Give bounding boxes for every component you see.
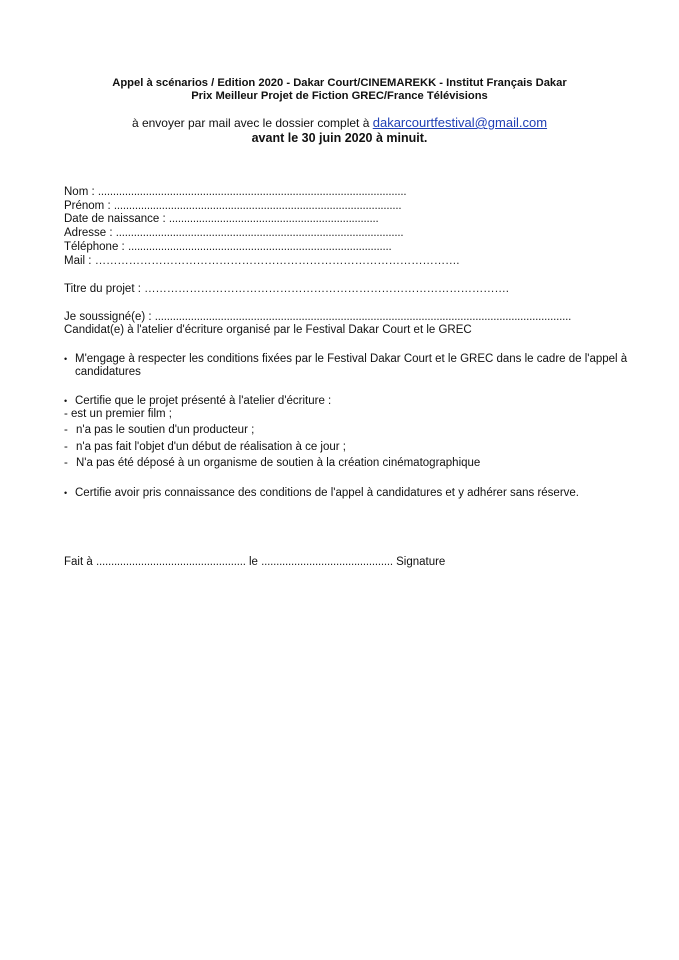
dash-mark: - xyxy=(64,457,68,469)
field-label: Téléphone : xyxy=(64,241,125,253)
certify-item xyxy=(64,395,331,408)
certify-sub-text: N'a pas été déposé à un organisme de soutien à la création cinématographique xyxy=(76,457,481,469)
send-instructions xyxy=(0,116,679,130)
bullet-mark: • xyxy=(64,354,68,364)
signature-line xyxy=(64,556,445,569)
date-field[interactable]: ............................................ xyxy=(261,556,393,568)
field-mail[interactable] xyxy=(64,255,459,268)
certify-intro: Certifie que le projet présenté à l'atelier d'écriture : xyxy=(75,395,332,407)
field-label: Prénom : xyxy=(64,200,111,212)
certify-sub-text: n'a pas fait l'objet d'un début de réalisation à ce jour ; xyxy=(76,441,346,453)
bullet-mark: • xyxy=(64,396,68,406)
field-soussigne[interactable] xyxy=(64,311,571,324)
deadline: avant le 30 juin 2020 à minuit. xyxy=(251,131,428,145)
email-link[interactable]: dakarcourtfestival@gmail.com xyxy=(372,115,548,130)
acknowledge-text: Certifie avoir pris connaissance des conditions de l'appel à candidatures et y adhérer sans réserve. xyxy=(75,487,580,499)
certify-sub-item xyxy=(64,424,254,437)
field-label: Date de naissance : xyxy=(64,213,166,225)
certify-sub-item xyxy=(64,441,346,454)
field-label: Mail : xyxy=(64,255,92,267)
field-label: Je soussigné(e) : xyxy=(64,311,152,323)
field-dots: ....................................................................................................... xyxy=(97,186,407,198)
field-prenom[interactable] xyxy=(64,200,401,213)
certify-sub-text: n'a pas le soutien d'un producteur ; xyxy=(76,424,255,436)
field-dots: ……………………………………………………………………………………. xyxy=(144,283,509,295)
send-prefix: à envoyer par mail avec le dossier complet à xyxy=(131,116,370,130)
field-dots: ........................................................................................................................................... xyxy=(154,311,572,323)
field-dots: ................................................................................................ xyxy=(115,227,404,239)
field-dots: ……………………………………………………………………………………. xyxy=(94,255,460,267)
header-subtitle: Prix Meilleur Projet de Fiction GREC/France Télévisions xyxy=(191,90,488,102)
certify-first: - est un premier film ; xyxy=(64,408,172,420)
commitment-line-1: M'engage à respecter les conditions fixées par le Festival Dakar Court et le GREC dans le cadre de l'appel à xyxy=(75,353,628,365)
field-label: Nom : xyxy=(64,186,95,198)
candidate-statement: Candidat(e) à l'atelier d'écriture organisé par le Festival Dakar Court et le GREC xyxy=(64,324,472,336)
commitment-item xyxy=(64,353,627,379)
field-date-naissance[interactable] xyxy=(64,213,379,226)
commitment-line-2: candidatures xyxy=(75,366,141,378)
date-label: le xyxy=(248,556,258,568)
certify-sub-item xyxy=(64,457,480,470)
field-titre-projet[interactable] xyxy=(64,283,509,296)
place-field[interactable]: .................................................. xyxy=(95,556,246,568)
dash-mark: - xyxy=(64,441,68,453)
field-label: Adresse : xyxy=(64,227,113,239)
bullet-mark: • xyxy=(64,488,68,498)
field-dots: ...................................................................... xyxy=(168,213,379,225)
field-nom[interactable] xyxy=(64,186,406,199)
signature-label: Signature xyxy=(396,556,446,568)
field-adresse[interactable] xyxy=(64,227,403,240)
field-dots: ................................................................................................ xyxy=(113,200,402,212)
place-label: Fait à xyxy=(64,556,93,568)
header-title: Appel à scénarios / Edition 2020 - Dakar Court/CINEMAREKK - Institut Français Dakar xyxy=(112,77,567,89)
field-dots: ........................................................................................ xyxy=(127,241,392,253)
dash-mark: - xyxy=(64,424,68,436)
field-label: Titre du projet : xyxy=(64,283,141,295)
acknowledge-item xyxy=(64,487,579,500)
field-telephone[interactable] xyxy=(64,241,392,254)
